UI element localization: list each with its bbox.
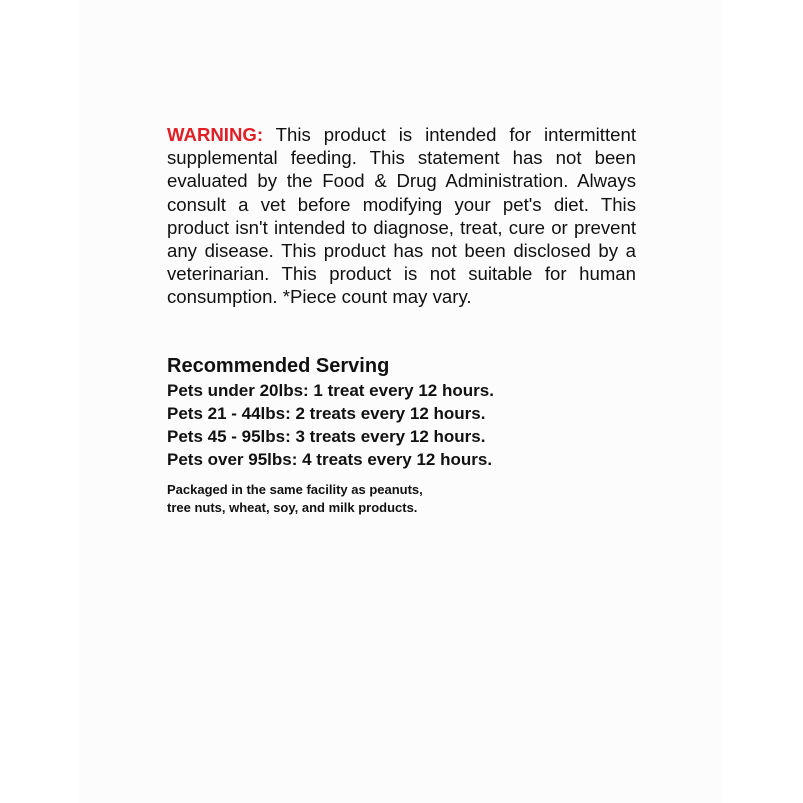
serving-item: Pets 21 - 44lbs: 2 treats every 12 hours. (167, 404, 486, 423)
warning-paragraph (167, 123, 636, 309)
serving-item: Pets under 20lbs: 1 treat every 12 hours. (167, 381, 494, 400)
serving-item: Pets over 95lbs: 4 treats every 12 hours. (167, 450, 493, 469)
serving-item: Pets 45 - 95lbs: 3 treats every 12 hours. (167, 427, 486, 446)
serving-heading: Recommended Serving (167, 355, 390, 377)
allergen-line: Packaged in the same facility as peanuts, (167, 482, 423, 497)
warning-text: This product is intended for intermittent supplemental feeding. This statement has not been evaluated by the Food & Drug Administration. Always consult a vet before modifying your pet's diet. This product isn't intended to diagnose, treat, cure or prevent any disease. This product has not been disclosed by a veterinarian. This product is not suitable for human consumption. *Piece count may vary. (167, 124, 636, 308)
allergen-note (167, 481, 423, 517)
allergen-line: tree nuts, wheat, soy, and milk products. (167, 500, 418, 515)
warning-label: WARNING: (167, 124, 264, 145)
serving-list (167, 379, 494, 471)
